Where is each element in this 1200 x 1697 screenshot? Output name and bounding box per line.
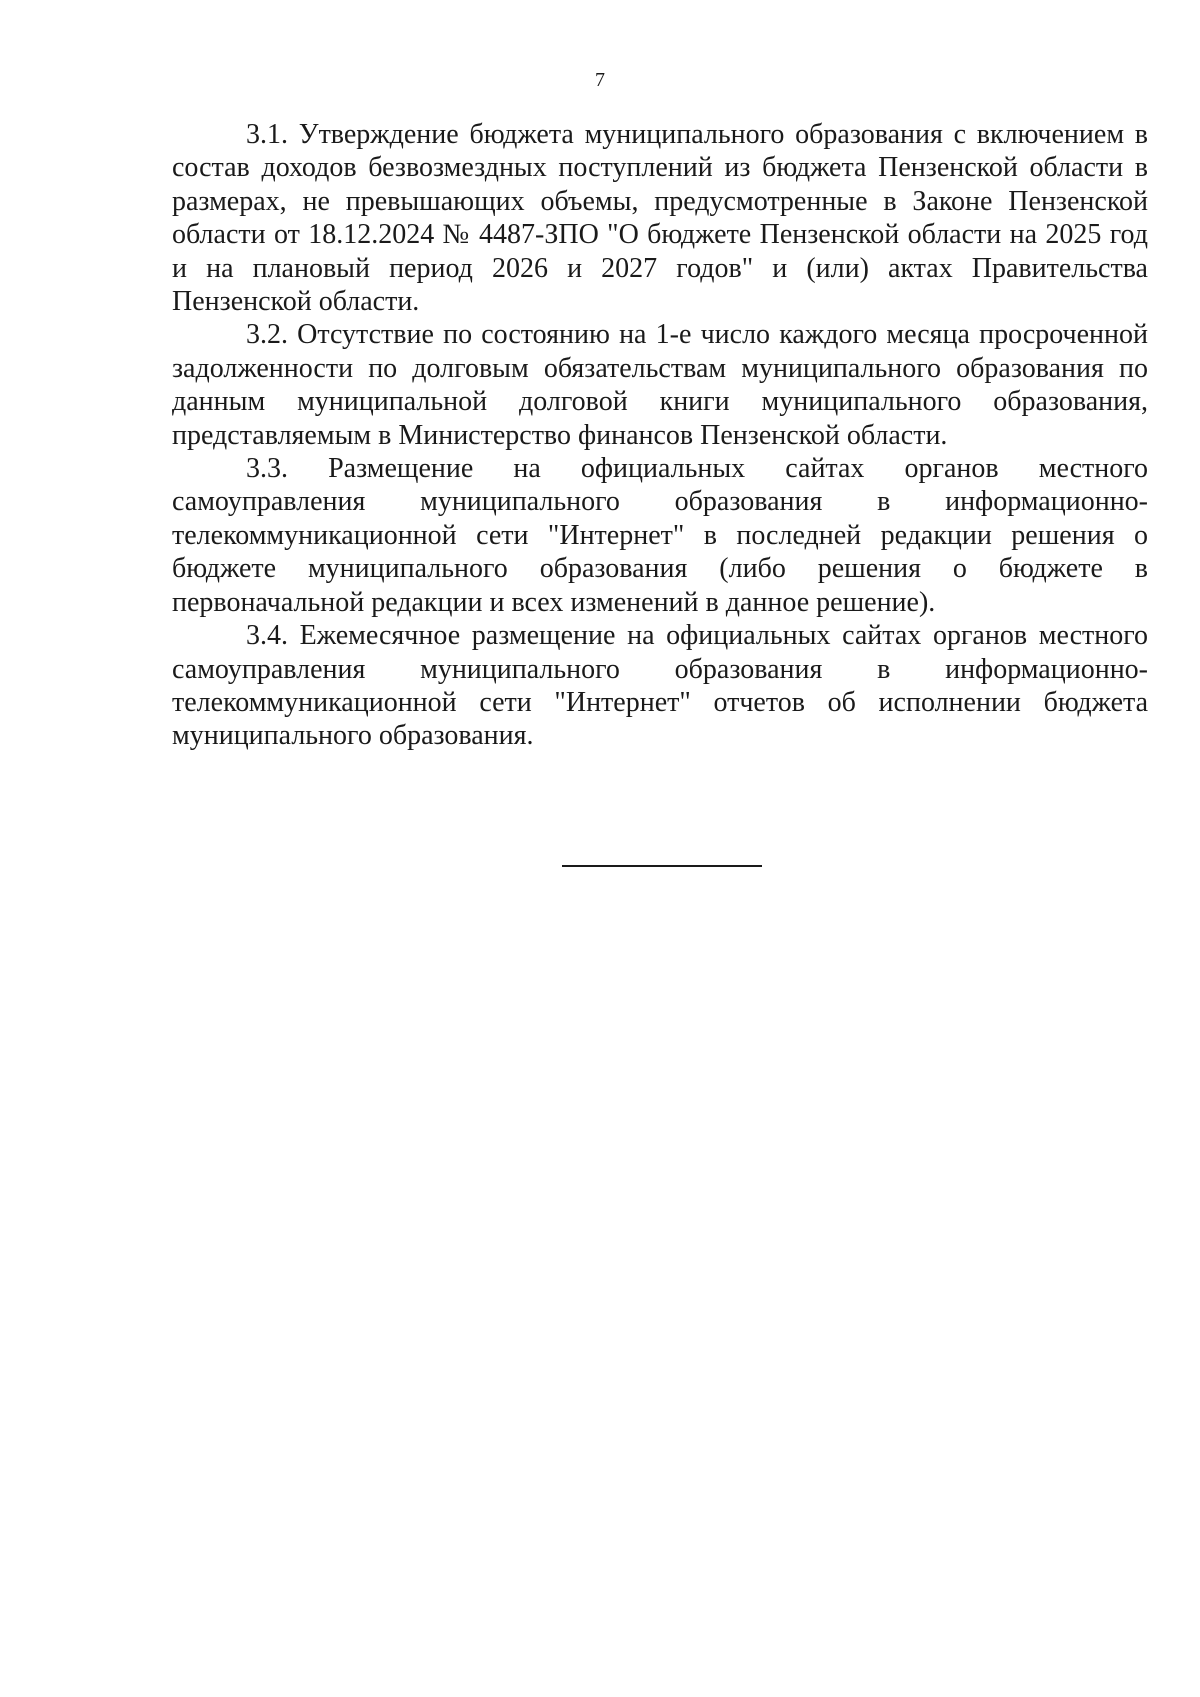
document-body xyxy=(172,118,1148,753)
paragraph-3-4: 3.4. Ежемесячное размещение на официальных сайтах органов местного самоуправления муниципального образования в информационно-телекоммуникационной сети "Интернет" отчетов об исполнении бюджета муниципального образования. xyxy=(172,620,1148,752)
end-of-document-rule xyxy=(562,865,762,867)
paragraph-3-1: 3.1. Утверждение бюджета муниципального образования с включением в состав доходов безвозмездных поступлений из бюджета Пензенской области в размерах, не превышающих объемы, предусмотренные в Законе Пензенской области от 18.12.2024 № 4487-ЗПО "О бюджете Пензенской области на 2025 год и на плановый период 2026 и 2027 годов" и (или) актах Правительства Пензенской области. xyxy=(172,119,1148,318)
paragraph-3-2: 3.2. Отсутствие по состоянию на 1-е число каждого месяца просроченной задолженности по долговым обязательствам муниципального образования по данным муниципальной долговой книги муниципального образования, представляемым в Министерство финансов Пензенской области. xyxy=(172,319,1148,451)
paragraph-3-3: 3.3. Размещение на официальных сайтах органов местного самоуправления муниципального образования в информационно-телекоммуникационной сети "Интернет" в последней редакции решения о бюджете муниципального образования (либо решения о бюджете в первоначальной редакции и всех изменений в данное решение). xyxy=(172,453,1148,618)
page-number: 7 xyxy=(595,69,605,91)
